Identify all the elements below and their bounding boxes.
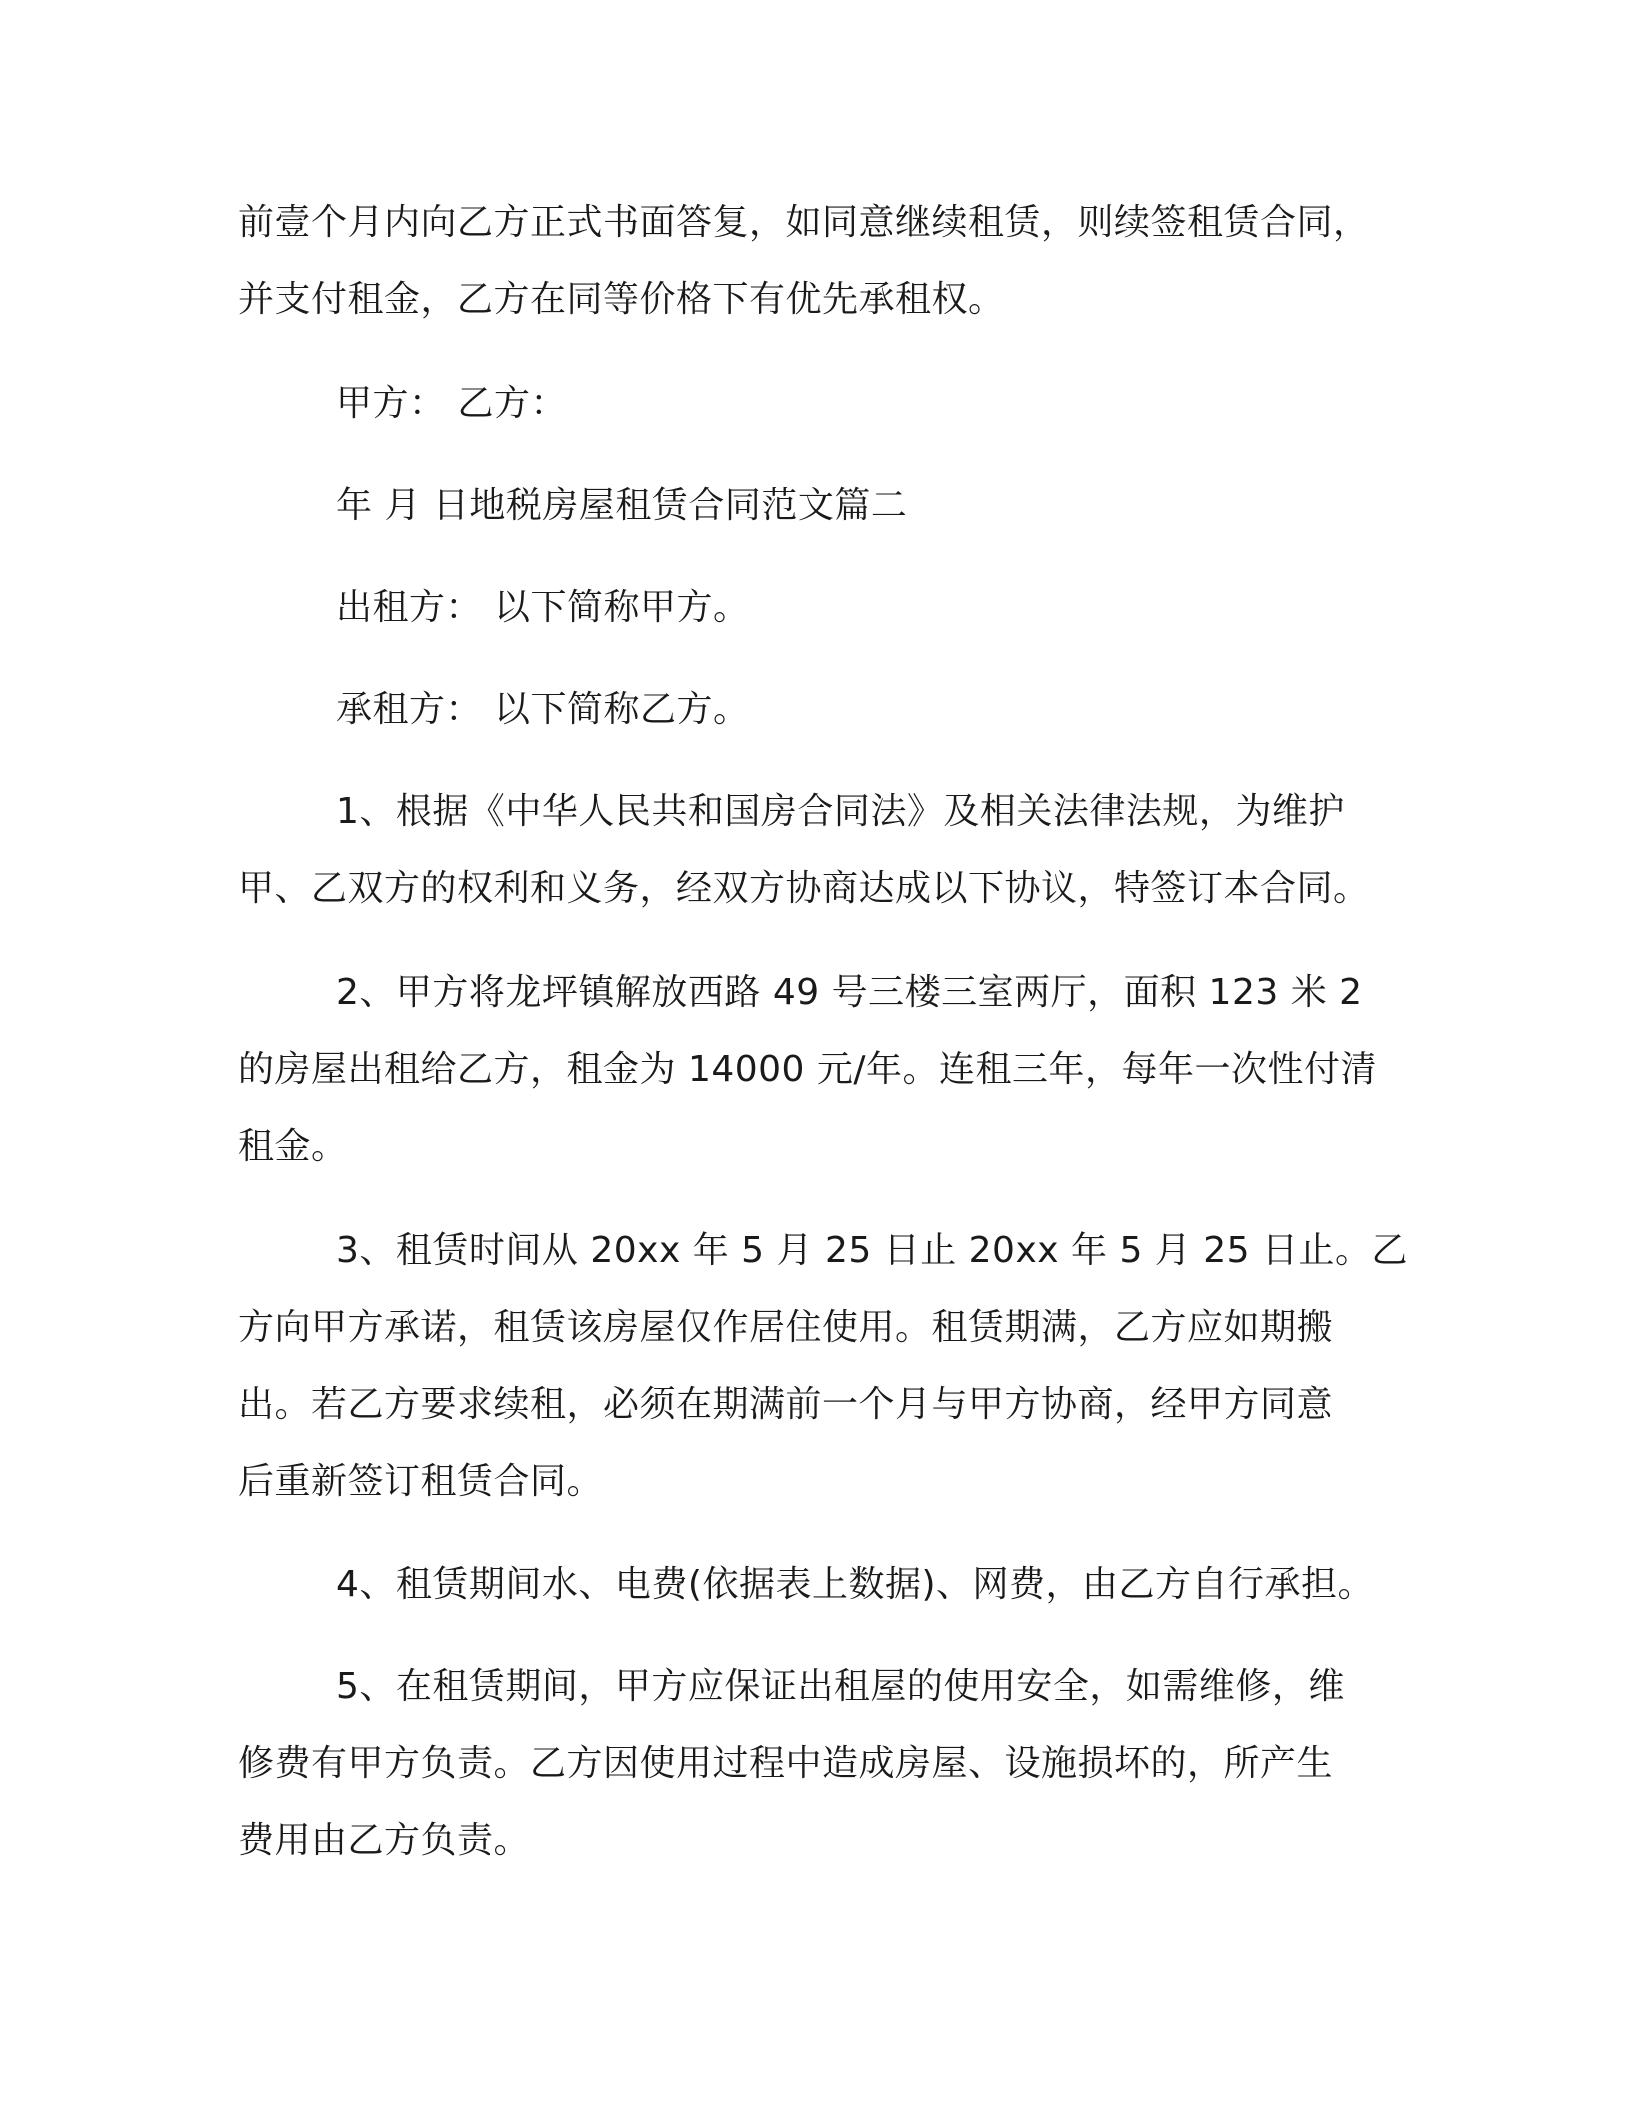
paragraph-date-title (238, 467, 1394, 544)
text-line: 1、根据《中华人民共和国房合同法》及相关法律法规，为维护 (336, 791, 1345, 832)
paragraph-signatories (238, 365, 1394, 442)
clause-3 (238, 1212, 1408, 1520)
text-line: 出。若乙方要求续租，必须在期满前一个月与甲方协商，经甲方同意 (238, 1384, 1334, 1425)
text-line: 并支付租金，乙方在同等价格下有优先承租权。 (238, 279, 1005, 320)
text-line: 3、租赁时间从 20xx 年 5 月 25 日止 20xx 年 5 月 25 日止。乙 (336, 1230, 1408, 1271)
signature-line: 甲方： 乙方： (336, 383, 567, 424)
text-line: 甲、乙双方的权利和义务，经双方协商达成以下协议，特签订本合同。 (238, 868, 1370, 909)
text-line: 的房屋出租给乙方，租金为 14000 元/年。连租三年，每年一次性付清 (238, 1049, 1378, 1090)
text-line: 后重新签订租赁合同。 (238, 1461, 604, 1502)
text-line: 前壹个月内向乙方正式书面答复，如同意继续租赁，则续签租赁合同， (238, 202, 1370, 243)
paragraph-lessor (238, 569, 1394, 646)
clause-5 (238, 1648, 1394, 1879)
text-line: 4、租赁期间水、电费(依据表上数据)、网费，由乙方自行承担。 (336, 1564, 1374, 1605)
text-line: 修费有甲方负责。乙方因使用过程中造成房屋、设施损坏的，所产生 (238, 1743, 1334, 1784)
clause-1 (238, 773, 1394, 927)
text-line: 费用由乙方负责。 (238, 1820, 531, 1861)
section-title: 年 月 日地税房屋租赁合同范文篇二 (336, 485, 908, 526)
text-line: 方向甲方承诺，租赁该房屋仅作居住使用。租赁期满，乙方应如期搬 (238, 1307, 1334, 1348)
paragraph-lessee (238, 671, 1394, 748)
text-line: 5、在租赁期间，甲方应保证出租屋的使用安全，如需维修，维 (336, 1666, 1345, 1707)
clause-2 (238, 954, 1394, 1185)
lessee-line: 承租方： 以下简称乙方。 (336, 689, 750, 730)
clause-4 (238, 1546, 1394, 1623)
text-line: 2、甲方将龙坪镇解放西路 49 号三楼三室两厅，面积 123 米 2 (336, 972, 1363, 1013)
text-line: 租金。 (238, 1126, 348, 1167)
lessor-line: 出租方： 以下简称甲方。 (336, 587, 750, 628)
paragraph-renewal-notice (238, 184, 1394, 338)
